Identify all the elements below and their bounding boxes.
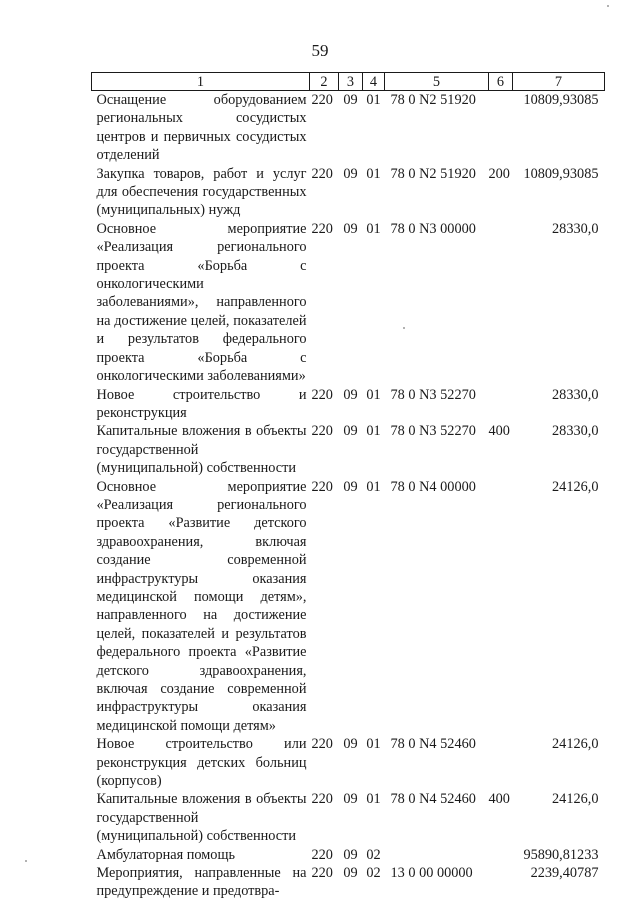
admin-code: 220 [311,478,333,495]
subsection-code: 02 [366,865,381,882]
subsection-code: 01 [366,165,381,182]
expense-type-code [489,864,513,901]
section-code: 09 [343,92,358,108]
col-header-7: 7 [513,73,605,91]
subsection-code: 01 [366,423,381,440]
table-row [92,864,605,901]
admin-code: 220 [311,165,333,182]
expense-type-code: 200 [488,165,510,182]
col-header-4: 4 [363,73,385,91]
amount: 28330,0 [552,423,599,440]
col-header-3: 3 [339,73,363,91]
table-row [92,422,605,477]
amount: 10809,93085 [523,92,599,108]
section-code: 09 [343,423,358,440]
expense-type-code [489,478,513,736]
admin-code: 220 [311,736,333,753]
table-row [92,220,605,386]
section-code: 09 [343,865,358,882]
subsection-code: 01 [366,92,381,108]
table-row [92,478,605,736]
target-item-code: 78 0 N2 51920 [390,165,476,182]
amount: 28330,0 [552,386,599,403]
section-code: 09 [343,736,358,753]
col-header-2: 2 [310,73,339,91]
table-row [92,846,605,864]
row-name: Амбулаторная помощь [96,846,235,863]
admin-code: 220 [311,386,333,403]
target-item-code: 13 0 00 00000 [390,865,473,882]
header-row [92,73,605,91]
target-item-code: 78 0 N3 00000 [390,220,476,237]
section-code: 09 [343,220,358,237]
admin-code: 220 [311,791,333,808]
target-item-code: 78 0 N3 52270 [390,386,476,403]
scan-speck [403,327,405,329]
admin-code: 220 [311,865,333,882]
expense-type-code: 400 [488,791,510,808]
subsection-code: 01 [366,220,381,237]
target-item-code: 78 0 N3 52270 [390,423,476,440]
row-name: Новое строительство или реконструкция детских больниц (корпусов) [96,736,307,790]
row-name: Мероприятия, направленные на предупреждение и предотвра- [96,865,307,900]
subsection-code: 02 [366,846,381,863]
admin-code: 220 [311,846,333,863]
section-code: 09 [343,165,358,182]
table-row [92,165,605,220]
subsection-code: 01 [366,386,381,403]
expense-type-code [489,846,513,864]
subsection-code: 01 [366,791,381,808]
amount: 24126,0 [552,791,599,808]
expense-type-code [489,735,513,790]
subsection-code: 01 [366,478,381,495]
budget-table [91,72,605,901]
expense-type-code [489,220,513,386]
amount: 2239,40787 [530,865,599,882]
row-name: Новое строительство и реконструкция [96,386,307,421]
col-header-5: 5 [385,73,489,91]
col-header-1: 1 [92,73,310,91]
admin-code: 220 [311,92,333,108]
target-item-code: 78 0 N2 51920 [390,92,476,108]
amount: 24126,0 [552,478,599,495]
row-name: Закупка товаров, работ и услуг для обеспечения государственных (муниципальных) нужд [96,165,307,219]
target-item-code [385,846,489,864]
amount: 10809,93085 [523,165,599,182]
row-name: Оснащение оборудованием региональных сосудистых центров и первичных сосудистых отделений [96,92,307,164]
row-name: Основное мероприятие «Реализация регионального проекта «Борьба с онкологическими заболеваниями», направленного на достижение целей, показателей и результатов федерального проекта «Борьба с онкологическими заболеваниями» [96,220,307,385]
page-number: 59 [311,41,329,60]
table-row [92,790,605,845]
scan-speck [25,860,27,862]
section-code: 09 [343,386,358,403]
scan-speck [607,5,609,7]
target-item-code: 78 0 N4 52460 [390,736,476,753]
section-code: 09 [343,791,358,808]
table-row [92,386,605,423]
expense-type-code [489,386,513,423]
admin-code: 220 [311,423,333,440]
target-item-code: 78 0 N4 52460 [390,791,476,808]
row-name: Капитальные вложения в объекты государственной (муниципальной) собственности [96,791,307,845]
subsection-code: 01 [366,736,381,753]
table-row [92,735,605,790]
admin-code: 220 [311,220,333,237]
section-code: 09 [343,846,358,863]
row-name: Капитальные вложения в объекты государственной (муниципальной) собственности [96,423,307,477]
col-header-6: 6 [489,73,513,91]
amount: 24126,0 [552,736,599,753]
amount: 28330,0 [552,220,599,237]
row-name: Основное мероприятие «Реализация регионального проекта «Развитие детского здравоохранения, включая создание современной инфраструктуры оказания медицинской помощи детям», направленного на достижение целей, показателей и результатов федерального проекта «Развитие детского здравоохранения, включая создание современной инфраструктуры оказания медицинской помощи детям» [96,478,307,734]
expense-type-code [489,91,513,165]
expense-type-code: 400 [488,423,510,440]
amount: 95890,81233 [523,846,599,863]
target-item-code: 78 0 N4 00000 [390,478,476,495]
table-row [92,91,605,165]
section-code: 09 [343,478,358,495]
